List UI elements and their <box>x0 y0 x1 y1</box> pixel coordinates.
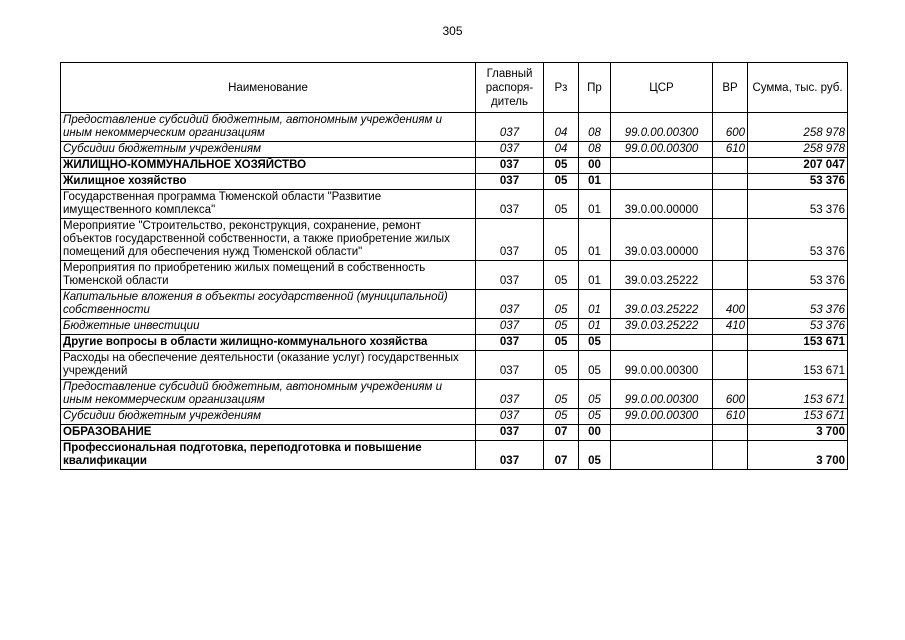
cell-sum: 258 978 <box>748 142 848 158</box>
cell-name: Другие вопросы в области жилищно-коммунального хозяйства <box>61 335 476 351</box>
cell-sum: 207 047 <box>748 158 848 174</box>
cell-name: Расходы на обеспечение деятельности (оказание услуг) государственных учреждений <box>61 351 476 380</box>
cell-sum: 53 376 <box>748 190 848 219</box>
cell-csr: 99.0.00.00300 <box>611 113 713 142</box>
cell-csr: 99.0.00.00300 <box>611 351 713 380</box>
cell-pr: 05 <box>579 409 611 425</box>
cell-csr <box>611 441 713 470</box>
cell-vr <box>713 174 748 190</box>
cell-pr: 08 <box>579 113 611 142</box>
cell-name: Капитальные вложения в объекты государственной (муниципальной) собственности <box>61 290 476 319</box>
header-sum: Сумма, тыс. руб. <box>748 63 848 113</box>
cell-name: Профессиональная подготовка, переподготовка и повышение квалификации <box>61 441 476 470</box>
cell-rz: 05 <box>544 190 579 219</box>
cell-vr: 400 <box>713 290 748 319</box>
cell-name: Предоставление субсидий бюджетным, автономным учреждениям и иным некоммерческим организациям <box>61 380 476 409</box>
header-name: Наименование <box>61 63 476 113</box>
cell-pr: 01 <box>579 190 611 219</box>
cell-sum: 258 978 <box>748 113 848 142</box>
cell-vr <box>713 351 748 380</box>
table-row <box>61 190 848 219</box>
cell-csr: 39.0.03.25222 <box>611 290 713 319</box>
cell-vr: 610 <box>713 409 748 425</box>
cell-csr: 39.0.00.00000 <box>611 190 713 219</box>
cell-name: Субсидии бюджетным учреждениям <box>61 142 476 158</box>
cell-rz: 05 <box>544 290 579 319</box>
cell-sum: 153 671 <box>748 335 848 351</box>
table-row <box>61 380 848 409</box>
cell-gr: 037 <box>476 351 544 380</box>
header-rz: Рз <box>544 63 579 113</box>
table-body <box>61 113 848 470</box>
table-row <box>61 261 848 290</box>
cell-gr: 037 <box>476 219 544 261</box>
cell-sum: 53 376 <box>748 319 848 335</box>
header-pr: Пр <box>579 63 611 113</box>
cell-name: ОБРАЗОВАНИЕ <box>61 425 476 441</box>
cell-rz: 07 <box>544 425 579 441</box>
table-row <box>61 441 848 470</box>
cell-sum: 53 376 <box>748 290 848 319</box>
cell-csr <box>611 335 713 351</box>
cell-name: Бюджетные инвестиции <box>61 319 476 335</box>
cell-vr <box>713 335 748 351</box>
cell-sum: 3 700 <box>748 441 848 470</box>
cell-sum: 153 671 <box>748 380 848 409</box>
cell-rz: 05 <box>544 174 579 190</box>
cell-gr: 037 <box>476 409 544 425</box>
table-row <box>61 319 848 335</box>
header-vr: ВР <box>713 63 748 113</box>
table-row <box>61 158 848 174</box>
cell-rz: 05 <box>544 319 579 335</box>
cell-pr: 00 <box>579 158 611 174</box>
cell-vr: 600 <box>713 113 748 142</box>
cell-name: Субсидии бюджетным учреждениям <box>61 409 476 425</box>
cell-vr <box>713 441 748 470</box>
cell-pr: 05 <box>579 441 611 470</box>
table-row <box>61 290 848 319</box>
cell-rz: 05 <box>544 409 579 425</box>
cell-pr: 05 <box>579 351 611 380</box>
cell-csr <box>611 158 713 174</box>
cell-vr <box>713 219 748 261</box>
cell-name: ЖИЛИЩНО-КОММУНАЛЬНОЕ ХОЗЯЙСТВО <box>61 158 476 174</box>
cell-vr <box>713 425 748 441</box>
page-number: 305 <box>442 24 463 38</box>
cell-rz: 05 <box>544 351 579 380</box>
table-row <box>61 425 848 441</box>
cell-sum: 153 671 <box>748 351 848 380</box>
budget-table <box>60 62 848 470</box>
header-manager: Главный распоря-дитель <box>476 63 544 113</box>
cell-sum: 153 671 <box>748 409 848 425</box>
cell-gr: 037 <box>476 441 544 470</box>
cell-vr <box>713 261 748 290</box>
cell-rz: 05 <box>544 261 579 290</box>
cell-sum: 53 376 <box>748 261 848 290</box>
cell-pr: 05 <box>579 380 611 409</box>
table-row <box>61 113 848 142</box>
cell-rz: 07 <box>544 441 579 470</box>
table-row <box>61 174 848 190</box>
cell-name: Жилищное хозяйство <box>61 174 476 190</box>
cell-csr: 39.0.03.25222 <box>611 261 713 290</box>
table-row <box>61 409 848 425</box>
cell-csr: 99.0.00.00300 <box>611 380 713 409</box>
cell-gr: 037 <box>476 113 544 142</box>
cell-rz: 04 <box>544 142 579 158</box>
cell-csr <box>611 174 713 190</box>
cell-gr: 037 <box>476 190 544 219</box>
cell-rz: 05 <box>544 158 579 174</box>
cell-gr: 037 <box>476 425 544 441</box>
cell-pr: 01 <box>579 174 611 190</box>
header-row <box>61 63 848 113</box>
cell-gr: 037 <box>476 142 544 158</box>
table-row <box>61 351 848 380</box>
cell-sum: 53 376 <box>748 174 848 190</box>
cell-csr <box>611 425 713 441</box>
table-row <box>61 335 848 351</box>
cell-rz: 04 <box>544 113 579 142</box>
cell-csr: 39.0.03.00000 <box>611 219 713 261</box>
cell-gr: 037 <box>476 319 544 335</box>
cell-vr: 410 <box>713 319 748 335</box>
cell-gr: 037 <box>476 290 544 319</box>
header-csr: ЦСР <box>611 63 713 113</box>
table-row <box>61 219 848 261</box>
cell-vr <box>713 158 748 174</box>
cell-pr: 01 <box>579 261 611 290</box>
cell-csr: 99.0.00.00300 <box>611 409 713 425</box>
cell-vr: 610 <box>713 142 748 158</box>
cell-gr: 037 <box>476 261 544 290</box>
cell-sum: 3 700 <box>748 425 848 441</box>
cell-pr: 01 <box>579 219 611 261</box>
cell-sum: 53 376 <box>748 219 848 261</box>
cell-gr: 037 <box>476 335 544 351</box>
cell-rz: 05 <box>544 335 579 351</box>
cell-vr: 600 <box>713 380 748 409</box>
cell-rz: 05 <box>544 380 579 409</box>
cell-vr <box>713 190 748 219</box>
table-row <box>61 142 848 158</box>
cell-gr: 037 <box>476 158 544 174</box>
cell-pr: 01 <box>579 290 611 319</box>
cell-pr: 08 <box>579 142 611 158</box>
cell-name: Мероприятие "Строительство, реконструкция, сохранение, ремонт объектов государственной собственности, а также приобретение жилых помещений для обеспечения нужд Тюменской области" <box>61 219 476 261</box>
cell-rz: 05 <box>544 219 579 261</box>
cell-pr: 05 <box>579 335 611 351</box>
cell-name: Предоставление субсидий бюджетным, автономным учреждениям и иным некоммерческим организациям <box>61 113 476 142</box>
cell-csr: 39.0.03.25222 <box>611 319 713 335</box>
cell-name: Государственная программа Тюменской области "Развитие имущественного комплекса" <box>61 190 476 219</box>
cell-name: Мероприятия по приобретению жилых помещений в собственность Тюменской области <box>61 261 476 290</box>
cell-pr: 00 <box>579 425 611 441</box>
cell-csr: 99.0.00.00300 <box>611 142 713 158</box>
cell-gr: 037 <box>476 174 544 190</box>
cell-gr: 037 <box>476 380 544 409</box>
cell-pr: 01 <box>579 319 611 335</box>
